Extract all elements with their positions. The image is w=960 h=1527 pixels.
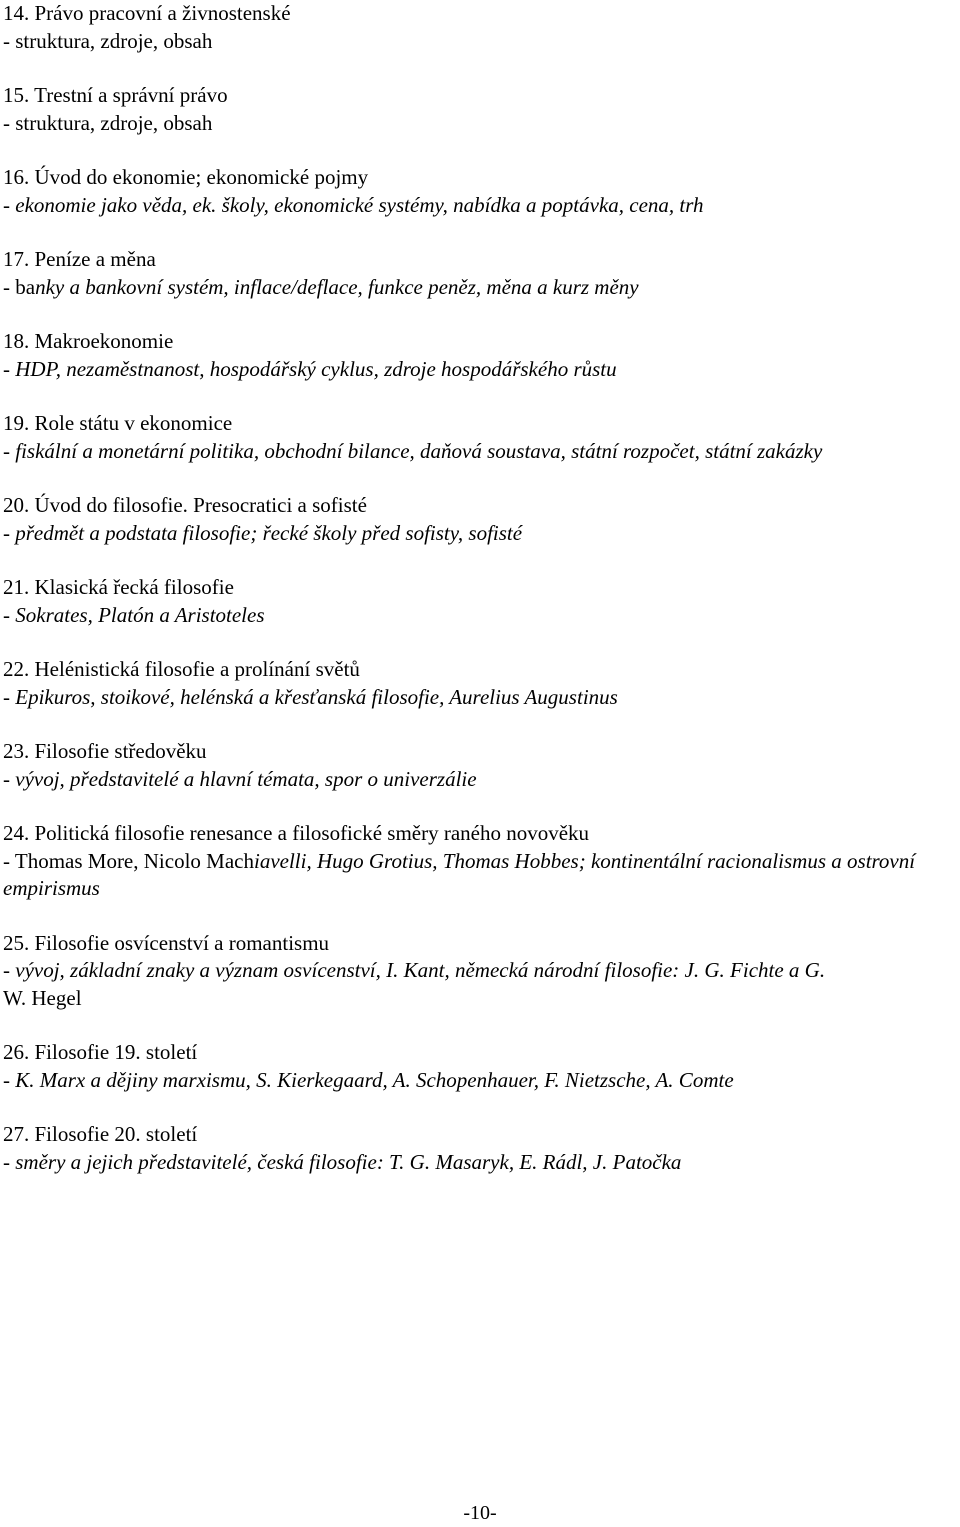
- topic-title: 16. Úvod do ekonomie; ekonomické pojmy: [3, 165, 369, 189]
- topic-title: 19. Role státu v ekonomice: [3, 411, 233, 435]
- description-plain: - struktura, zdroje, obsah: [3, 28, 213, 53]
- topic-title: 14. Právo pracovní a živnostenské: [3, 1, 291, 25]
- topic-27: [3, 1121, 958, 1176]
- description-plain: -: [3, 602, 16, 627]
- topic-title: 21. Klasická řecká filosofie: [3, 575, 234, 599]
- topic-title: 15. Trestní a správní právo: [3, 83, 228, 107]
- topic-26: [3, 1039, 958, 1094]
- description-plain: -: [3, 438, 16, 463]
- description-plain: -: [3, 520, 16, 545]
- description-plain: -: [3, 1067, 16, 1092]
- description-italic: vývoj, základní znaky a význam osvícenství, I. Kant, německá národní filosofie: J. G. Fichte a G.: [15, 958, 826, 982]
- topic-title: 23. Filosofie středověku: [3, 739, 207, 763]
- description-plain: -: [3, 766, 16, 791]
- description-plain: -: [3, 684, 16, 709]
- description-italic: směry a jejich představitelé, česká filosofie: T. G. Masaryk, E. Rádl, J. Patočka: [15, 1149, 682, 1174]
- topic-21: [3, 574, 958, 629]
- topic-description: [3, 438, 958, 466]
- description-italic: Sokrates, Platón a Aristoteles: [15, 602, 265, 627]
- topic-title: 25. Filosofie osvícenství a romantismu: [3, 930, 330, 955]
- topic-description: [3, 684, 958, 712]
- topic-description: [3, 848, 958, 903]
- topic-24: [3, 820, 958, 903]
- topic-description: [3, 192, 958, 220]
- topic-25: [3, 930, 958, 1013]
- page-number: -10-: [463, 1502, 497, 1524]
- topic-description: [3, 28, 958, 56]
- description-italic: vývoj, představitelé a hlavní témata, spor o univerzálie: [15, 766, 477, 791]
- topic-18: [3, 328, 958, 383]
- topic-23: [3, 738, 958, 793]
- topic-description: [3, 274, 958, 302]
- topic-14: [3, 0, 958, 55]
- description-plain: - ba: [3, 274, 36, 299]
- topic-description: [3, 1067, 958, 1095]
- document-body: [3, 0, 958, 1203]
- description-italic: předmět a podstata filosofie; řecké školy před sofisty, sofisté: [15, 520, 523, 545]
- topic-description: [3, 957, 958, 985]
- description-italic: fiskální a monetární politika, obchodní bilance, daňová soustava, státní rozpočet, státní zakázky: [15, 438, 823, 463]
- topic-description-continuation: W. Hegel: [3, 985, 82, 1010]
- topic-title: 24. Politická filosofie renesance a filosofické směry raného novověku: [3, 821, 590, 845]
- topic-15: [3, 82, 958, 137]
- description-plain: - Thomas More, Nicolo Mach: [3, 848, 254, 873]
- topic-22: [3, 656, 958, 711]
- description-plain: -: [3, 192, 16, 217]
- topic-title: 20. Úvod do filosofie. Presocratici a sofisté: [3, 493, 367, 517]
- topic-description: [3, 110, 958, 138]
- description-italic: HDP, nezaměstnanost, hospodářský cyklus, zdroje hospodářského růstu: [15, 356, 617, 381]
- topic-16: [3, 164, 958, 219]
- topic-17: [3, 246, 958, 301]
- topic-title: 18. Makroekonomie: [3, 329, 174, 353]
- topic-title: 26. Filosofie 19. století: [3, 1040, 198, 1064]
- topic-title: 27. Filosofie 20. století: [3, 1122, 198, 1146]
- description-italic: ekonomie jako věda, ek. školy, ekonomické systémy, nabídka a poptávka, cena, trh: [15, 192, 704, 217]
- topic-description: [3, 1149, 958, 1177]
- description-plain: -: [3, 1149, 16, 1174]
- topic-description: [3, 520, 958, 548]
- topic-description: [3, 602, 958, 630]
- topic-title: 17. Peníze a měna: [3, 247, 156, 271]
- description-italic: K. Marx a dějiny marxismu, S. Kierkegaard, A. Schopenhauer, F. Nietzsche, A. Comte: [15, 1067, 734, 1092]
- topic-description: [3, 766, 958, 794]
- description-italic: nky a bankovní systém, inflace/deflace, funkce peněz, měna a kurz měny: [35, 274, 639, 299]
- topic-19: [3, 410, 958, 465]
- topic-20: [3, 492, 958, 547]
- description-italic: iavelli, Hugo Grotius, Thomas Hobbes; kontinentální racionalismus a ostrovní empirismus: [3, 848, 916, 900]
- description-plain: - struktura, zdroje, obsah: [3, 110, 213, 135]
- description-plain: -: [3, 356, 16, 381]
- description-plain: -: [3, 958, 16, 982]
- description-italic: Epikuros, stoikové, helénská a křesťanská filosofie, Aurelius Augustinus: [15, 684, 618, 709]
- topic-description: [3, 356, 958, 384]
- topic-title: 22. Helénistická filosofie a prolínání světů: [3, 657, 360, 681]
